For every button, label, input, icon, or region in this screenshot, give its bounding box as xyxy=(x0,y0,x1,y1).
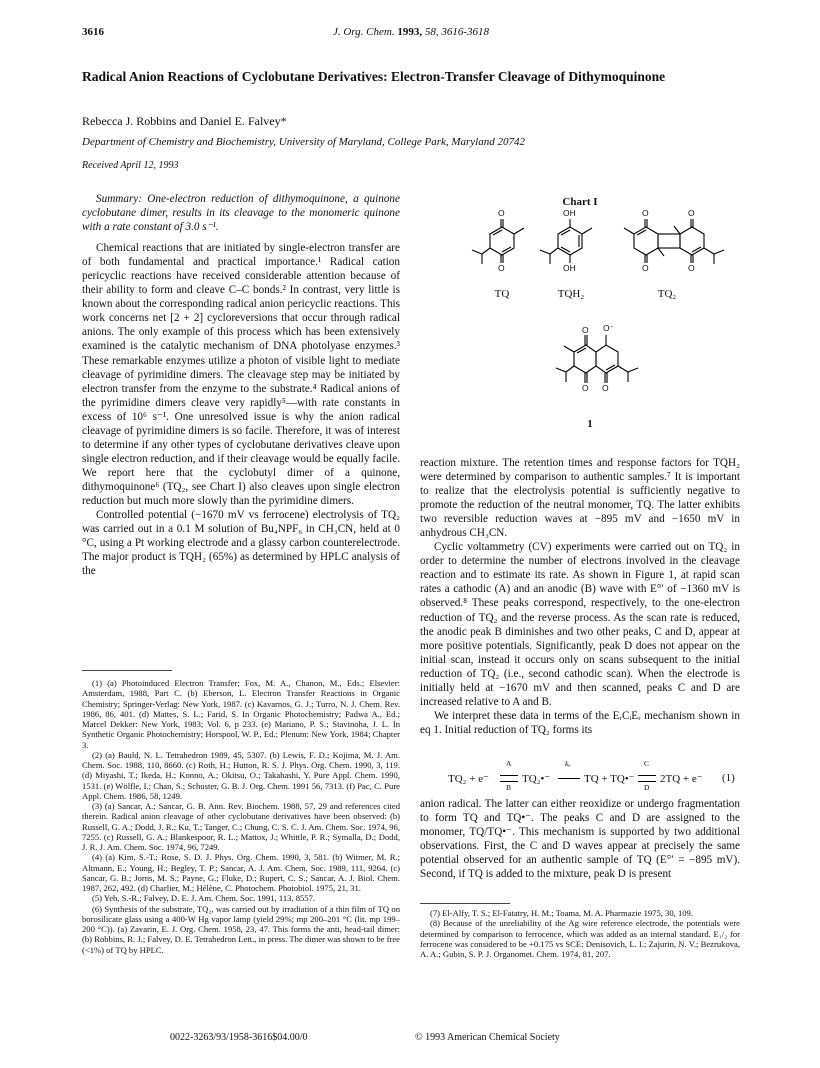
atom-o-top: O xyxy=(498,208,505,218)
atom-ominus: O⁻ xyxy=(603,323,615,333)
article-title: Radical Anion Reactions of Cyclobutane Derivatives: Electron-Transfer Cleavage of Dithymoquinone xyxy=(82,69,666,84)
label-1: 1 xyxy=(587,418,593,430)
chart-title: Chart I xyxy=(562,196,598,208)
eq-label-c: C xyxy=(644,759,650,768)
journal-volume: 58, xyxy=(424,26,439,38)
paragraph-mechanism: We interpret these data in terms of the EᵣCᵢEᵣ mechanism shown in eq 1. Initial reduction of TQ₂ forms its xyxy=(420,709,740,736)
atom-o-1: O xyxy=(642,208,649,218)
footnotes-left xyxy=(82,678,400,955)
eq-rhs: 2TQ + e⁻ xyxy=(660,773,703,785)
summary: Summary: One-electron reduction of dithymoquinone, a quinone cyclobutane dimer, results in its cleavage to the monomeric quinone with a rate constant of 3.0 s⁻¹. xyxy=(82,193,400,234)
eq-products: TQ + TQ•⁻ xyxy=(584,773,635,785)
footnote-8: (8) Because of the unreliability of the Ag wire reference electrode, the potentials were determined by comparison to ferrocence, which was added as an internal standard. E₁/₂ for ferrocene was considered to be +0.175 vs SCE: Denisovich, L. I.; Zajurin, N. V.; Bezrukova, A. A.; Gubin, S. P. J. Organomet. Chem. 1974, 81, 207. xyxy=(420,918,740,959)
atom-o-2: O xyxy=(688,208,695,218)
eq-number: (1) xyxy=(722,772,735,784)
eq-arrow-d xyxy=(638,781,656,782)
footer-code: 0022-3263/93/1958-3616$04.00/0 xyxy=(170,1032,308,1043)
journal-name: J. Org. Chem. xyxy=(332,26,395,38)
footnotes-right xyxy=(420,908,740,959)
received-date: Received April 12, 1993 xyxy=(82,160,179,171)
authors: Rebecca J. Robbins and Daniel E. Falvey* xyxy=(82,114,287,128)
paragraph-intro: Chemical reactions that are initiated by single-electron transfer are of both fundamental and practical importance.¹ Radical cation pericyclic reactions have received considerable attention because of their ability to form and cleave C–C bonds.² In contrast, very little is known about the corresponding radical anion pericyclic reactions. This work concerns net [2 + 2] cycloreversions that occur through radical anions. The only example of this process which has been extensively examined is the catalytic mechanism of DNA photolyase enzymes.³ These remarkable enzymes utilize a photon of visible light to mediate cleavage of pyrimidine dimers. The cleavage step may be initiated by electron transfer from the enzyme to the substrate.⁴ Radical anions of the pyrimidine dimers cleave very rapidly⁵—with rate constants in excess of 10⁶ s⁻¹. One unresolved issue is why the anion radical cleavage of pyrimidine dimers is so facile. Therefore, it was of interest to determine if any other types of cyclobutane derivatives cleave upon single electron reduction, and if their cleavage would be equally facile. We report here that the cyclobutyl dimer of a quinone, dithymoquinone⁶ (TQ₂, see Chart I) also cleaves upon single electron reduction but much more slowly than the pyrimidine dimers. xyxy=(82,242,400,507)
footnote-1: (1) (a) Photoinduced Electron Transfer; Fox, M. A., Chanon, M., Eds.; Elsevier: Amsterdam, 1988, Part C. (b) Eberson, L. Electron Transfer Reactions in Organic Chemistry; Springer-Verlag: New York, 1987. (c) Kavarnos, G. J.; Turro, N. J. Chem. Rev. 1986, 86, 401. (d) Mattes, S. L.; Farid, S. In Organic Photochemistry; Padwa A., Ed.; Marcel Dekker: New York, 1983; Vol. 6, p 233. (e) Mariano, P. S.; Stavinoha, J. L. In Synthetic Organic Photochemistry; Horspool, W. P., Ed.; Plenum: New York, 1984; Chapter 3. xyxy=(82,678,400,750)
left-column xyxy=(82,192,400,578)
page-number: 3616 xyxy=(82,26,104,38)
journal-pages: 3616-3618 xyxy=(441,26,490,38)
paragraph-electrolysis: Controlled potential (−1670 mV vs ferrocene) electrolysis of TQ₂ was carried out in a 0.1 M solution of Bu₄NPF₆ in CH₃CN, held at 0 °C, using a Pt working electrode and a glassy carbon counterelectrode. The major product is TQH₂ (65%) as determined by HPLC analysis of the xyxy=(82,509,400,578)
affiliation: Department of Chemistry and Biochemistry, University of Maryland, College Park, Maryland 20742 xyxy=(82,136,525,148)
footnote-3: (3) (a) Sancar, A.; Sancar, G. B. Ann. Rev. Biochem. 1988, 57, 29 and references cited therein. Radical anion cleavage of other cyclobutane derivatives have been observed: (b) Russell, G. A.; Dodd, J. R.; Ku, T.; Tanger, C.; Chung, C. S. C. J. Am. Chem. Soc. 1974, 96, 7255. (c) Russell, G. A.; Blankespoor, R. L.; Mattox, J.; Whittle, P. R.; Symalla, D.; Dodd, J. R. J. Am. Chem. Soc. 1974, 96, 7249. xyxy=(82,801,400,852)
eq-lhs: TQ₂ + e⁻ xyxy=(448,773,489,785)
label-tq: TQ xyxy=(494,288,510,300)
journal-year: 1993, xyxy=(397,26,423,38)
equation-1 xyxy=(448,759,740,792)
eq-arrow-reverse xyxy=(500,781,518,782)
footnote-rule-right xyxy=(420,903,510,904)
atom-o-1a: O xyxy=(582,325,589,335)
atom-o-3: O xyxy=(642,263,649,273)
footnote-6: (6) Synthesis of the substrate, TQ₂, was carried out by irradiation of a thin film of TQ on borosilicate glass using a 400-W Hg vapor lamp (yield 29%; mp 200–201 °C (lit. mp 199–200 °C)). (a) Zavarin, E. J. Org. Chem. 1958, 23, 47. This forms the anti, head-tail dimer: (b) Robbins, R. J.; Falvey, D. E. Tetrahedron Lett., in press. The dimer was shown to be free (<1%) of TQ by HPLC. xyxy=(82,903,400,955)
eq-arrow-cleavage xyxy=(558,778,580,779)
molecule-tqh2 xyxy=(530,208,610,280)
atom-o-1b: O xyxy=(582,383,589,393)
paragraph-cv: Cyclic voltammetry (CV) experiments were carried out on TQ₂ in order to determine the number of electrons involved in the cleavage reaction and to estimate its rate. As shown in Figure 1, at rapid scan rates a cathodic (A) and an anodic (B) wave with E°′ of −1360 mV is observed.⁸ These peaks correspond, respectively, to the one-electron reduction of TQ₂ and the reverse process. As the scan rate is reduced, the anodic peak B diminishes and two other peaks, C and D, appear at more positive potentials. Significantly, peak D does not appear on the initial scan, instead it occurs only on scans subsequent to the initial reduction of TQ₂ (i.e., second cathodic scan). When the electrode is initially held at −1670 mV and then scanned, peaks C and D are increased relative to A and B. xyxy=(420,541,740,708)
footnote-4: (4) (a) Kim, S.-T.; Rose, S. D. J. Phys. Org. Chem. 1990, 3, 581. (b) Witmer, M. R.; Altmann, E.; Young, H.; Begley, T. P.; Sancar, A. J. Am. Chem. Soc. 1989, 111, 9264. (c) Sancar, G. B.; Jorns, M. S.; Payne, G.; Fluke, D.; Rupert, C. S.; Sancar, A. J. Biol. Chem. 1987, 262, 492. (d) Charlier, M.; Hélène, C. Photochem. Photobiol. 1975, 21, 31. xyxy=(82,852,400,893)
running-header xyxy=(82,26,740,42)
tq2-structure xyxy=(604,214,740,280)
eq-label-d: D xyxy=(644,783,650,792)
eq-label-b: B xyxy=(506,783,512,792)
paragraph-anion-radical: anion radical. The latter can either reoxidize or undergo fragmentation to form TQ and TQ•⁻. The peaks C and D are assigned to the monomer, TQ/TQ•⁻. This mechanism is supported by two additional observations. First, the C and D waves appear at precisely the same potential observed for an authentic sample of TQ (E°′ = −895 mV). Second, if TQ is added to the mixture, peak D is present xyxy=(420,798,740,881)
page-footer xyxy=(170,1032,670,1046)
atom-o-1c: O xyxy=(602,383,609,393)
journal-citation xyxy=(82,26,740,38)
eq-arrow-c xyxy=(638,775,656,776)
paragraph-retention: reaction mixture. The retention times and response factors for TQH₂ were determined by comparison to authentic samples.⁷ It is important to realize that the electrolysis potential is sufficiently negative to promote the reduction of the neutral monomer, TQ. The latter exhibits two reversible reduction waves at −895 mV and −1650 mV in anhydrous CH₃CN. xyxy=(420,457,740,540)
right-column-upper xyxy=(420,456,740,737)
eq-arrow-forward xyxy=(500,775,518,776)
right-column-lower xyxy=(420,797,740,881)
footnote-rule-left xyxy=(82,670,172,671)
footnote-5: (5) Yeh, S.-R.; Falvey, D. E. J. Am. Chem. Soc. 1991, 113, 8557. xyxy=(92,893,316,904)
molecule-tq2 xyxy=(604,208,740,280)
footnote-7: (7) El-Alfy, T. S.; El-Fatatry, H. M.; Toama, M. A. Pharmazie 1975, 30, 109. xyxy=(430,908,693,918)
atom-oh-top: OH xyxy=(563,208,576,218)
label-tqh2: TQH₂ xyxy=(557,288,585,300)
atom-o-4: O xyxy=(688,263,695,273)
molecule-1 xyxy=(540,320,650,412)
compound-1-structure xyxy=(540,320,650,412)
label-tq2: TQ₂ xyxy=(657,288,677,300)
atom-oh-bottom: OH xyxy=(563,263,576,273)
eq-label-a: A xyxy=(506,759,512,768)
atom-o-bottom: O xyxy=(498,263,505,273)
footer-copyright: © 1993 American Chemical Society xyxy=(415,1032,560,1043)
eq-mid: TQ₂•⁻ xyxy=(522,773,551,785)
footnote-2: (2) (a) Bauld, N. L. Tetrahedron 1989, 45, 5307. (b) Lewis, F. D.; Kojima, M. J. Am. Chem. Soc. 1988, 110, 8660. (c) Roth, H.; Hutton, R. S. J. Phys. Org. Chem. 1990, 3, 119. (d) Miyashi, T.; Ikeda, H.; Konno, A.; Okitsu, O.; Takahashi, Y. Pure Appl. Chem. 1990, 1531. (e) Wölfle, I.; Chan, S.; Schuster, G. B. J. Org. Chem. 1991 56, 7313. (f) Pac, C. Pure Appl. Chem. 1986, 58, 1249. xyxy=(82,749,400,801)
eq-k: kₐ xyxy=(565,759,571,768)
